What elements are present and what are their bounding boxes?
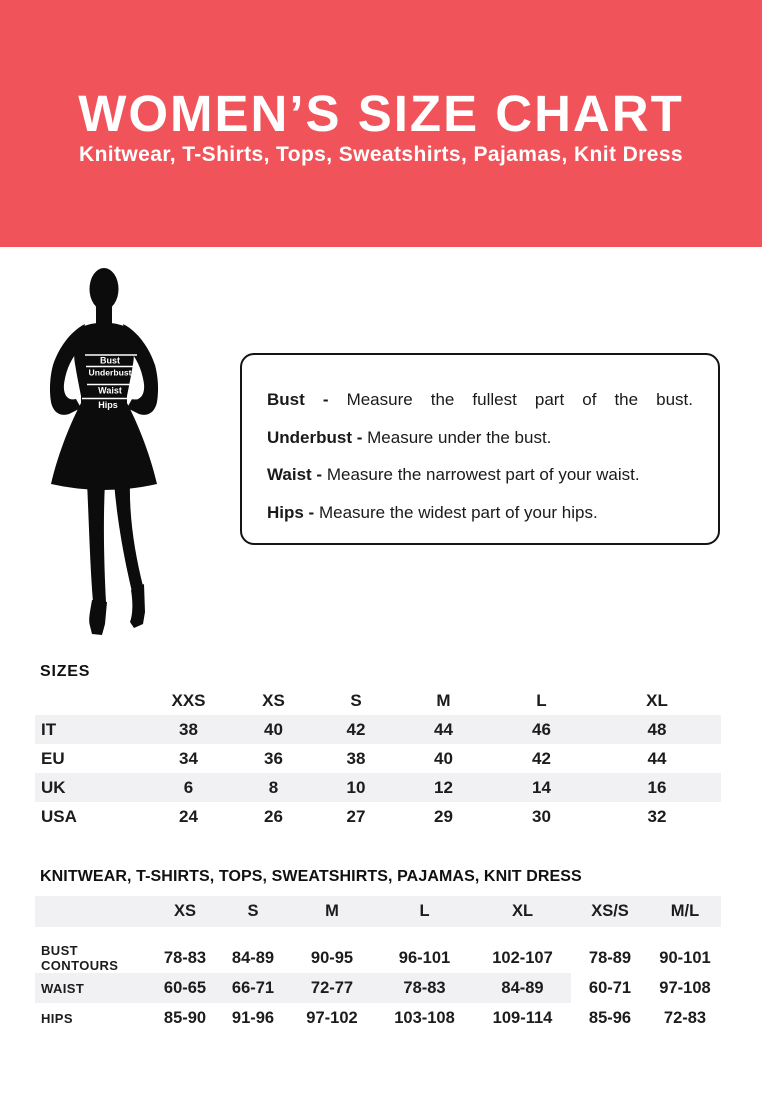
guide-item-waist bbox=[267, 456, 693, 494]
sizes-row-label-it: IT bbox=[41, 719, 57, 739]
guide-term-waist: Waist - bbox=[267, 465, 323, 484]
table-row bbox=[35, 802, 721, 831]
cell: 38 bbox=[179, 719, 198, 739]
sizes-col-m: M bbox=[436, 691, 451, 710]
cell: 60-65 bbox=[153, 973, 217, 1003]
guide-item-underbust bbox=[267, 419, 693, 457]
figure-waist-label: Waist bbox=[98, 385, 122, 396]
spacer-row bbox=[35, 927, 721, 943]
garment-col-s: S bbox=[217, 896, 289, 927]
cell: 42 bbox=[532, 748, 551, 768]
cell: 90-95 bbox=[310, 948, 354, 967]
cell: 32 bbox=[647, 806, 667, 826]
cell: 34 bbox=[179, 748, 198, 768]
cell: 27 bbox=[346, 806, 366, 826]
guide-desc-hips: Measure the widest part of your hips. bbox=[318, 502, 598, 522]
cell: 24 bbox=[179, 806, 198, 826]
cell: 29 bbox=[434, 806, 453, 826]
guide-term-hips: Hips - bbox=[267, 502, 315, 522]
garment-header-blank bbox=[35, 896, 153, 927]
sizes-table bbox=[35, 687, 721, 831]
table-row bbox=[35, 773, 721, 802]
cell: 6 bbox=[183, 777, 194, 797]
cell: 78-89 bbox=[588, 948, 632, 967]
garment-row-label-waist: WAIST bbox=[35, 973, 153, 1003]
garment-col-ml: M/L bbox=[649, 896, 721, 927]
cell: 97-108 bbox=[659, 978, 711, 997]
cell: 97-102 bbox=[306, 1008, 358, 1027]
cell: 14 bbox=[532, 777, 551, 797]
table-row bbox=[35, 973, 721, 1003]
cell: 72-83 bbox=[663, 1008, 707, 1027]
table-row bbox=[35, 715, 721, 744]
garment-row-label-hips: HIPS bbox=[41, 1010, 73, 1026]
sizes-col-xl: XL bbox=[646, 691, 668, 710]
cell: 91-96 bbox=[231, 1008, 275, 1027]
table-row bbox=[35, 943, 721, 973]
sizes-col-xs: XS bbox=[262, 691, 285, 710]
woman-silhouette-icon bbox=[30, 262, 180, 638]
sizes-row-label-uk: UK bbox=[41, 777, 66, 797]
cell: 109-114 bbox=[492, 1008, 553, 1027]
guide-term-bust: Bust - bbox=[267, 390, 329, 409]
cell: 84-89 bbox=[474, 973, 571, 1003]
cell: 60-71 bbox=[588, 978, 632, 997]
sizes-col-s: S bbox=[350, 691, 362, 710]
guide-item-hips bbox=[267, 494, 693, 532]
sizes-col-xxs: XXS bbox=[171, 691, 206, 710]
cell: 16 bbox=[647, 777, 667, 797]
garment-col-m: M bbox=[289, 896, 375, 927]
cell: 36 bbox=[264, 748, 283, 768]
cell: 10 bbox=[346, 777, 366, 797]
cell: 8 bbox=[268, 777, 279, 797]
sizes-col-l: L bbox=[536, 691, 547, 710]
page-title: WOMEN’S SIZE CHART bbox=[78, 85, 684, 142]
garment-row-label-bust: BUST CONTOURS bbox=[41, 943, 119, 973]
guide-desc-bust: Measure the fullest part of the bust. bbox=[346, 390, 693, 409]
cell: 85-90 bbox=[163, 1008, 207, 1027]
cell: 38 bbox=[346, 748, 366, 768]
garment-col-l: L bbox=[375, 896, 474, 927]
cell: 90-101 bbox=[659, 948, 711, 967]
table-row bbox=[35, 1003, 721, 1033]
cell: 44 bbox=[647, 748, 667, 768]
garment-col-xss: XS/S bbox=[571, 896, 649, 927]
sizes-header-row bbox=[35, 687, 721, 715]
cell: 30 bbox=[532, 806, 551, 826]
garment-section-title: KNITWEAR, T-SHIRTS, TOPS, SWEATSHIRTS, PAJAMAS, KNIT DRESS bbox=[40, 868, 582, 885]
cell: 48 bbox=[647, 719, 667, 739]
table-row bbox=[35, 744, 721, 773]
cell: 12 bbox=[434, 777, 453, 797]
garment-col-xs: XS bbox=[153, 896, 217, 927]
cell: 85-96 bbox=[588, 1008, 632, 1027]
header-banner bbox=[0, 0, 762, 247]
cell: 44 bbox=[434, 719, 453, 739]
figure-underbust-label: Underbust bbox=[88, 367, 132, 378]
cell: 66-71 bbox=[217, 973, 289, 1003]
woman-silhouette-figure bbox=[30, 262, 180, 638]
cell: 102-107 bbox=[492, 948, 553, 967]
sizes-row-label-usa: USA bbox=[41, 806, 77, 826]
sizes-header-blank bbox=[35, 687, 145, 715]
cell: 46 bbox=[532, 719, 551, 739]
cell: 26 bbox=[264, 806, 283, 826]
cell: 78-83 bbox=[375, 973, 474, 1003]
garment-col-xl: XL bbox=[474, 896, 571, 927]
cell: 42 bbox=[346, 719, 366, 739]
cell: 40 bbox=[434, 748, 453, 768]
guide-term-underbust: Underbust - bbox=[267, 427, 363, 447]
cell: 40 bbox=[264, 719, 283, 739]
garment-table bbox=[35, 896, 721, 1033]
figure-bust-label: Bust bbox=[100, 355, 120, 366]
cell: 72-77 bbox=[289, 973, 375, 1003]
guide-desc-underbust: Measure under the bust. bbox=[367, 427, 552, 447]
sizes-row-label-eu: EU bbox=[41, 748, 65, 768]
page-subtitle: Knitwear, T-Shirts, Tops, Sweatshirts, Pajamas, Knit Dress bbox=[79, 143, 683, 166]
garment-header-row bbox=[35, 896, 721, 927]
figure-hips-label: Hips bbox=[98, 400, 118, 410]
measurement-guide-box bbox=[240, 353, 720, 545]
sizes-section-title: SIZES bbox=[40, 663, 91, 680]
guide-desc-waist: Measure the narrowest part of your waist. bbox=[326, 465, 640, 484]
cell: 103-108 bbox=[394, 1008, 455, 1027]
cell: 84-89 bbox=[231, 948, 275, 967]
guide-item-bust bbox=[267, 381, 693, 419]
cell: 78-83 bbox=[163, 948, 207, 967]
cell: 96-101 bbox=[398, 948, 451, 967]
